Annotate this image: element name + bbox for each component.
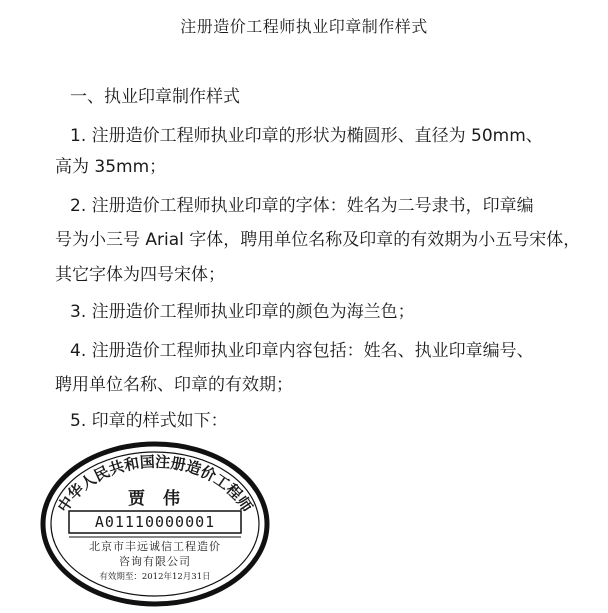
stamp-arc-text: 中华人民共和国注册造价工程师: [53, 452, 257, 516]
paragraph-line: 其它字体为四号宋体；: [55, 265, 225, 285]
stamp-org-line-2: 咨询有限公司: [119, 555, 191, 568]
stamp-number: A01110000001: [94, 513, 216, 531]
paragraph-line: 3. 注册造价工程师执业印章的颜色为海兰色；: [70, 302, 415, 322]
paragraph-line: 高为 35mm；: [55, 157, 167, 177]
stamp-org-line-1: 北京市丰远诚信工程造价: [89, 540, 221, 553]
paragraph-line: 4. 注册造价工程师执业印章内容包括：姓名、执业印章编号、: [70, 341, 534, 361]
paragraph-line: 5. 印章的样式如下：: [70, 411, 228, 431]
seal-stamp: [35, 436, 275, 608]
paragraph-line: 2. 注册造价工程师执业印章的字体：姓名为二号隶书，印章编: [70, 196, 534, 216]
page-title: 注册造价工程师执业印章制作样式: [180, 17, 428, 36]
stamp-name: 贾伟: [128, 489, 198, 509]
paragraph-line: 1. 注册造价工程师执业印章的形状为椭圆形、直径为 50mm、: [70, 126, 543, 146]
stamp-expiry: 有效期至：2012年12月31日: [99, 572, 211, 582]
paragraph-line: 聘用单位名称、印章的有效期；: [55, 375, 293, 395]
paragraph-line: 号为小三号 Arial 字体，聘用单位名称及印章的有效期为小五号宋体，: [55, 230, 581, 250]
section-heading: 一、执业印章制作样式: [70, 87, 240, 107]
